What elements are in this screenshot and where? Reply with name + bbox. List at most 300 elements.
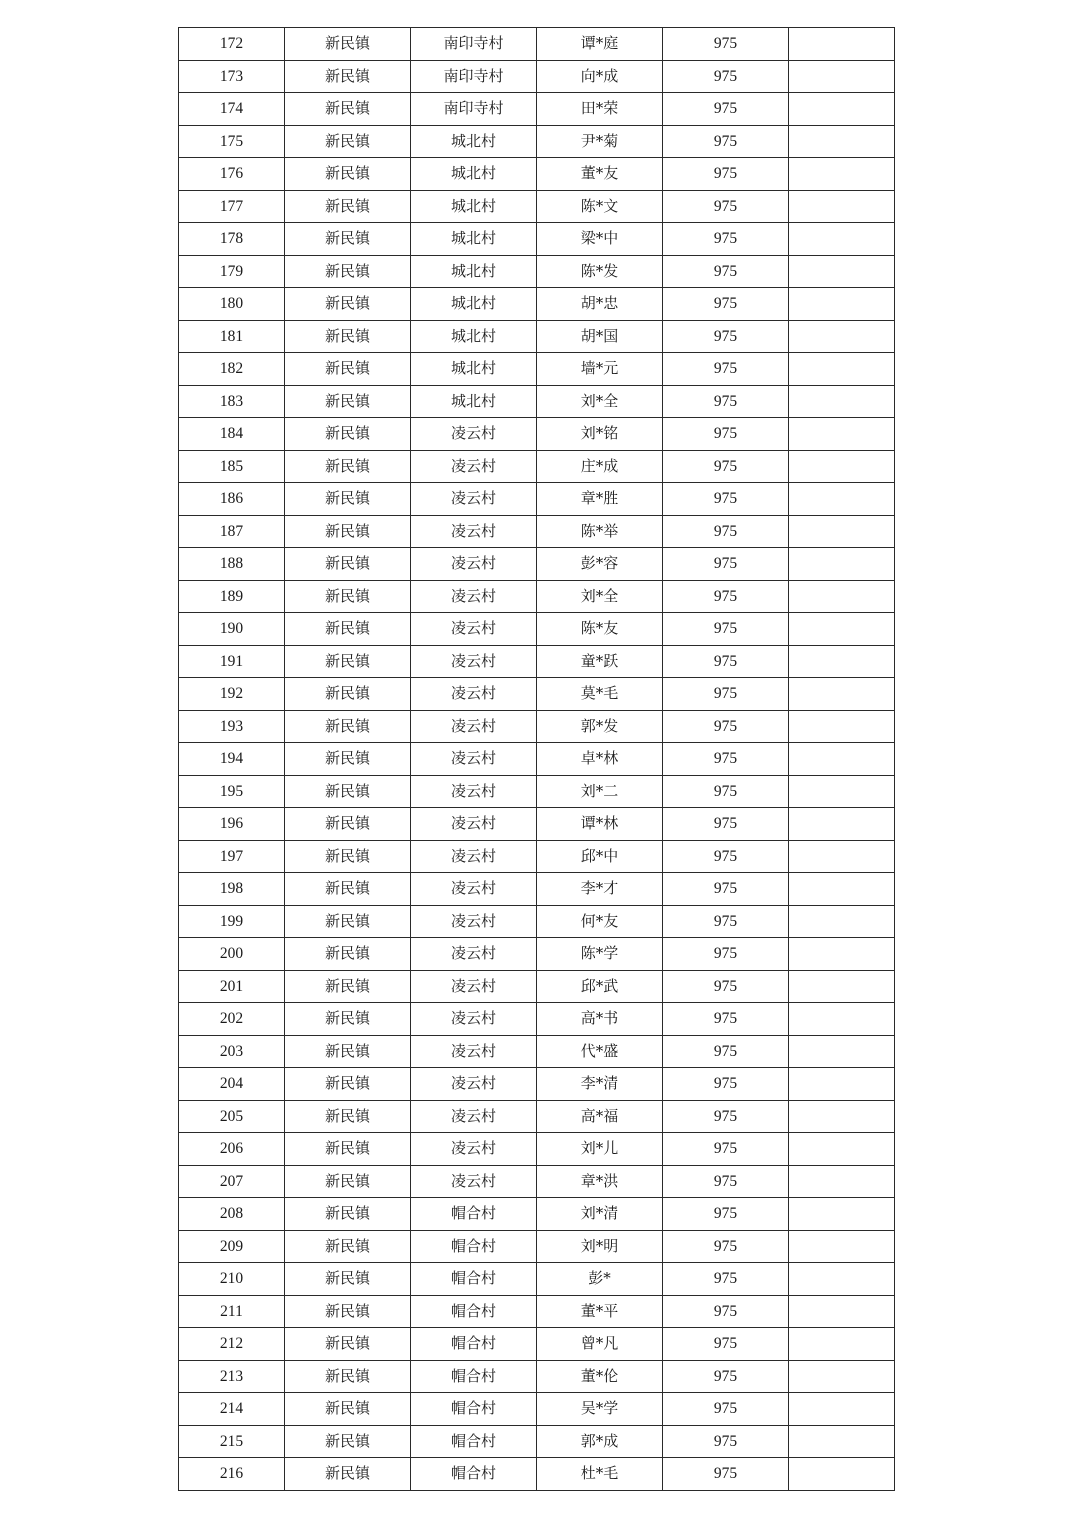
amount-cell: 975 [663,1230,789,1263]
person-name-cell: 彭* [537,1263,663,1296]
village-cell: 凌云村 [411,840,537,873]
person-name-cell: 陈*举 [537,515,663,548]
amount-cell: 975 [663,190,789,223]
person-name-cell: 卓*林 [537,743,663,776]
amount-cell: 975 [663,808,789,841]
village-cell: 城北村 [411,158,537,191]
person-name-cell: 胡*国 [537,320,663,353]
note-cell [789,1068,895,1101]
town-cell: 新民镇 [285,515,411,548]
amount-cell: 975 [663,1328,789,1361]
amount-cell: 975 [663,1360,789,1393]
table-row [179,28,895,61]
serial-number-cell: 209 [179,1230,285,1263]
town-cell: 新民镇 [285,1425,411,1458]
town-cell: 新民镇 [285,255,411,288]
amount-cell: 975 [663,678,789,711]
town-cell: 新民镇 [285,580,411,613]
note-cell [789,808,895,841]
town-cell: 新民镇 [285,93,411,126]
amount-cell: 975 [663,1068,789,1101]
note-cell [789,385,895,418]
person-name-cell: 胡*忠 [537,288,663,321]
table-row [179,970,895,1003]
serial-number-cell: 182 [179,353,285,386]
town-cell: 新民镇 [285,873,411,906]
village-cell: 凌云村 [411,970,537,1003]
serial-number-cell: 194 [179,743,285,776]
note-cell [789,60,895,93]
table-row [179,515,895,548]
town-cell: 新民镇 [285,1393,411,1426]
table-row [179,450,895,483]
note-cell [789,905,895,938]
village-cell: 凌云村 [411,1003,537,1036]
village-cell: 凌云村 [411,1068,537,1101]
note-cell [789,1035,895,1068]
village-cell: 凌云村 [411,645,537,678]
person-name-cell: 董*平 [537,1295,663,1328]
table-row [179,645,895,678]
amount-cell: 975 [663,645,789,678]
serial-number-cell: 215 [179,1425,285,1458]
amount-cell: 975 [663,60,789,93]
table-row [179,255,895,288]
amount-cell: 975 [663,1393,789,1426]
note-cell [789,223,895,256]
village-cell: 凌云村 [411,515,537,548]
person-name-cell: 谭*林 [537,808,663,841]
serial-number-cell: 174 [179,93,285,126]
amount-cell: 975 [663,1100,789,1133]
town-cell: 新民镇 [285,1100,411,1133]
person-name-cell: 陈*学 [537,938,663,971]
village-cell: 帽合村 [411,1230,537,1263]
table-row [179,775,895,808]
serial-number-cell: 201 [179,970,285,1003]
person-name-cell: 刘*二 [537,775,663,808]
person-name-cell: 杜*毛 [537,1458,663,1491]
serial-number-cell: 200 [179,938,285,971]
town-cell: 新民镇 [285,483,411,516]
person-name-cell: 高*福 [537,1100,663,1133]
table-row [179,288,895,321]
person-name-cell: 尹*菊 [537,125,663,158]
person-name-cell: 刘*全 [537,385,663,418]
serial-number-cell: 184 [179,418,285,451]
serial-number-cell: 204 [179,1068,285,1101]
town-cell: 新民镇 [285,1068,411,1101]
amount-cell: 975 [663,548,789,581]
note-cell [789,613,895,646]
note-cell [789,938,895,971]
serial-number-cell: 195 [179,775,285,808]
town-cell: 新民镇 [285,1230,411,1263]
person-name-cell: 曾*凡 [537,1328,663,1361]
person-name-cell: 郭*成 [537,1425,663,1458]
serial-number-cell: 180 [179,288,285,321]
serial-number-cell: 191 [179,645,285,678]
serial-number-cell: 179 [179,255,285,288]
amount-cell: 975 [663,515,789,548]
table-row [179,418,895,451]
note-cell [789,1198,895,1231]
town-cell: 新民镇 [285,1003,411,1036]
town-cell: 新民镇 [285,1198,411,1231]
person-name-cell: 郭*发 [537,710,663,743]
table-row [179,60,895,93]
village-cell: 南印寺村 [411,28,537,61]
table-row [179,678,895,711]
person-name-cell: 田*荣 [537,93,663,126]
serial-number-cell: 181 [179,320,285,353]
village-cell: 凌云村 [411,1133,537,1166]
village-cell: 城北村 [411,353,537,386]
village-cell: 凌云村 [411,905,537,938]
person-name-cell: 刘*铭 [537,418,663,451]
table-row [179,385,895,418]
table-row [179,1003,895,1036]
town-cell: 新民镇 [285,808,411,841]
person-name-cell: 陈*文 [537,190,663,223]
person-name-cell: 高*书 [537,1003,663,1036]
village-cell: 城北村 [411,125,537,158]
note-cell [789,743,895,776]
town-cell: 新民镇 [285,125,411,158]
serial-number-cell: 198 [179,873,285,906]
note-cell [789,288,895,321]
town-cell: 新民镇 [285,613,411,646]
serial-number-cell: 175 [179,125,285,158]
town-cell: 新民镇 [285,710,411,743]
town-cell: 新民镇 [285,743,411,776]
town-cell: 新民镇 [285,1035,411,1068]
amount-cell: 975 [663,1035,789,1068]
note-cell [789,483,895,516]
serial-number-cell: 206 [179,1133,285,1166]
amount-cell: 975 [663,125,789,158]
person-name-cell: 谭*庭 [537,28,663,61]
note-cell [789,1425,895,1458]
person-name-cell: 陈*发 [537,255,663,288]
person-name-cell: 庄*成 [537,450,663,483]
town-cell: 新民镇 [285,28,411,61]
village-cell: 凌云村 [411,1100,537,1133]
village-cell: 凌云村 [411,450,537,483]
village-cell: 凌云村 [411,710,537,743]
table-row [179,1068,895,1101]
village-cell: 凌云村 [411,548,537,581]
village-cell: 帽合村 [411,1295,537,1328]
table-row [179,873,895,906]
table-row [179,1100,895,1133]
town-cell: 新民镇 [285,1328,411,1361]
note-cell [789,93,895,126]
note-cell [789,190,895,223]
town-cell: 新民镇 [285,418,411,451]
amount-cell: 975 [663,1458,789,1491]
person-name-cell: 邱*武 [537,970,663,1003]
note-cell [789,515,895,548]
amount-cell: 975 [663,873,789,906]
serial-number-cell: 216 [179,1458,285,1491]
note-cell [789,1393,895,1426]
table-row [179,548,895,581]
note-cell [789,255,895,288]
serial-number-cell: 197 [179,840,285,873]
serial-number-cell: 188 [179,548,285,581]
village-cell: 帽合村 [411,1425,537,1458]
serial-number-cell: 185 [179,450,285,483]
serial-number-cell: 192 [179,678,285,711]
person-name-cell: 章*胜 [537,483,663,516]
table-row [179,158,895,191]
town-cell: 新民镇 [285,320,411,353]
note-cell [789,450,895,483]
person-name-cell: 董*伦 [537,1360,663,1393]
person-name-cell: 刘*清 [537,1198,663,1231]
town-cell: 新民镇 [285,1458,411,1491]
note-cell [789,353,895,386]
amount-cell: 975 [663,418,789,451]
serial-number-cell: 189 [179,580,285,613]
village-cell: 凌云村 [411,418,537,451]
person-name-cell: 吴*学 [537,1393,663,1426]
serial-number-cell: 176 [179,158,285,191]
village-cell: 凌云村 [411,678,537,711]
note-cell [789,125,895,158]
amount-cell: 975 [663,483,789,516]
table-row [179,1165,895,1198]
serial-number-cell: 172 [179,28,285,61]
town-cell: 新民镇 [285,840,411,873]
town-cell: 新民镇 [285,938,411,971]
village-cell: 城北村 [411,320,537,353]
amount-cell: 975 [663,1003,789,1036]
village-cell: 帽合村 [411,1198,537,1231]
serial-number-cell: 177 [179,190,285,223]
note-cell [789,418,895,451]
table-row [179,905,895,938]
serial-number-cell: 173 [179,60,285,93]
table-row [179,93,895,126]
note-cell [789,1165,895,1198]
amount-cell: 975 [663,353,789,386]
village-cell: 凌云村 [411,743,537,776]
village-cell: 凌云村 [411,483,537,516]
person-name-cell: 代*盛 [537,1035,663,1068]
person-name-cell: 刘*儿 [537,1133,663,1166]
town-cell: 新民镇 [285,1165,411,1198]
village-cell: 南印寺村 [411,60,537,93]
village-cell: 帽合村 [411,1393,537,1426]
table-row [179,1295,895,1328]
table-row [179,613,895,646]
serial-number-cell: 202 [179,1003,285,1036]
table-row [179,223,895,256]
note-cell [789,678,895,711]
roster-table-body [179,28,895,1491]
amount-cell: 975 [663,288,789,321]
person-name-cell: 梁*中 [537,223,663,256]
amount-cell: 975 [663,158,789,191]
table-row [179,1230,895,1263]
serial-number-cell: 190 [179,613,285,646]
serial-number-cell: 196 [179,808,285,841]
table-row [179,1458,895,1491]
table-row [179,320,895,353]
amount-cell: 975 [663,613,789,646]
table-row [179,1035,895,1068]
note-cell [789,645,895,678]
note-cell [789,1328,895,1361]
table-row [179,840,895,873]
table-row [179,190,895,223]
note-cell [789,1100,895,1133]
note-cell [789,158,895,191]
village-cell: 帽合村 [411,1328,537,1361]
amount-cell: 975 [663,775,789,808]
table-row [179,1328,895,1361]
serial-number-cell: 193 [179,710,285,743]
note-cell [789,710,895,743]
person-name-cell: 李*清 [537,1068,663,1101]
village-cell: 城北村 [411,288,537,321]
amount-cell: 975 [663,28,789,61]
person-name-cell: 莫*毛 [537,678,663,711]
village-cell: 凌云村 [411,938,537,971]
town-cell: 新民镇 [285,288,411,321]
serial-number-cell: 207 [179,1165,285,1198]
town-cell: 新民镇 [285,678,411,711]
person-name-cell: 陈*友 [537,613,663,646]
table-row [179,483,895,516]
town-cell: 新民镇 [285,60,411,93]
amount-cell: 975 [663,938,789,971]
serial-number-cell: 186 [179,483,285,516]
amount-cell: 975 [663,255,789,288]
village-cell: 帽合村 [411,1360,537,1393]
serial-number-cell: 187 [179,515,285,548]
amount-cell: 975 [663,710,789,743]
table-row [179,1360,895,1393]
person-name-cell: 董*友 [537,158,663,191]
town-cell: 新民镇 [285,353,411,386]
serial-number-cell: 210 [179,1263,285,1296]
village-cell: 帽合村 [411,1458,537,1491]
village-cell: 城北村 [411,223,537,256]
town-cell: 新民镇 [285,548,411,581]
note-cell [789,1230,895,1263]
note-cell [789,320,895,353]
amount-cell: 975 [663,1165,789,1198]
serial-number-cell: 178 [179,223,285,256]
serial-number-cell: 211 [179,1295,285,1328]
village-cell: 凌云村 [411,1165,537,1198]
table-row [179,1133,895,1166]
note-cell [789,1263,895,1296]
amount-cell: 975 [663,840,789,873]
town-cell: 新民镇 [285,158,411,191]
person-name-cell: 何*友 [537,905,663,938]
amount-cell: 975 [663,1133,789,1166]
table-row [179,938,895,971]
town-cell: 新民镇 [285,223,411,256]
note-cell [789,580,895,613]
roster-table [178,27,895,1491]
town-cell: 新民镇 [285,190,411,223]
table-row [179,1198,895,1231]
amount-cell: 975 [663,743,789,776]
town-cell: 新民镇 [285,1295,411,1328]
note-cell [789,970,895,1003]
person-name-cell: 刘*全 [537,580,663,613]
amount-cell: 975 [663,970,789,1003]
note-cell [789,548,895,581]
amount-cell: 975 [663,905,789,938]
amount-cell: 975 [663,223,789,256]
person-name-cell: 刘*明 [537,1230,663,1263]
amount-cell: 975 [663,93,789,126]
table-row [179,743,895,776]
village-cell: 凌云村 [411,613,537,646]
village-cell: 凌云村 [411,1035,537,1068]
note-cell [789,1458,895,1491]
village-cell: 城北村 [411,385,537,418]
town-cell: 新民镇 [285,970,411,1003]
village-cell: 城北村 [411,255,537,288]
village-cell: 城北村 [411,190,537,223]
person-name-cell: 邱*中 [537,840,663,873]
town-cell: 新民镇 [285,385,411,418]
amount-cell: 975 [663,385,789,418]
village-cell: 帽合村 [411,1263,537,1296]
table-row [179,1425,895,1458]
table-row [179,1263,895,1296]
serial-number-cell: 203 [179,1035,285,1068]
serial-number-cell: 199 [179,905,285,938]
amount-cell: 975 [663,450,789,483]
town-cell: 新民镇 [285,1360,411,1393]
person-name-cell: 向*成 [537,60,663,93]
note-cell [789,1003,895,1036]
amount-cell: 975 [663,1198,789,1231]
town-cell: 新民镇 [285,1133,411,1166]
town-cell: 新民镇 [285,450,411,483]
village-cell: 南印寺村 [411,93,537,126]
village-cell: 凌云村 [411,775,537,808]
village-cell: 凌云村 [411,808,537,841]
serial-number-cell: 183 [179,385,285,418]
person-name-cell: 彭*容 [537,548,663,581]
person-name-cell: 童*跃 [537,645,663,678]
table-row [179,353,895,386]
serial-number-cell: 208 [179,1198,285,1231]
amount-cell: 975 [663,320,789,353]
town-cell: 新民镇 [285,1263,411,1296]
serial-number-cell: 214 [179,1393,285,1426]
note-cell [789,28,895,61]
serial-number-cell: 212 [179,1328,285,1361]
note-cell [789,873,895,906]
table-row [179,808,895,841]
serial-number-cell: 213 [179,1360,285,1393]
table-row [179,1393,895,1426]
town-cell: 新民镇 [285,775,411,808]
note-cell [789,1295,895,1328]
amount-cell: 975 [663,1263,789,1296]
table-row [179,580,895,613]
